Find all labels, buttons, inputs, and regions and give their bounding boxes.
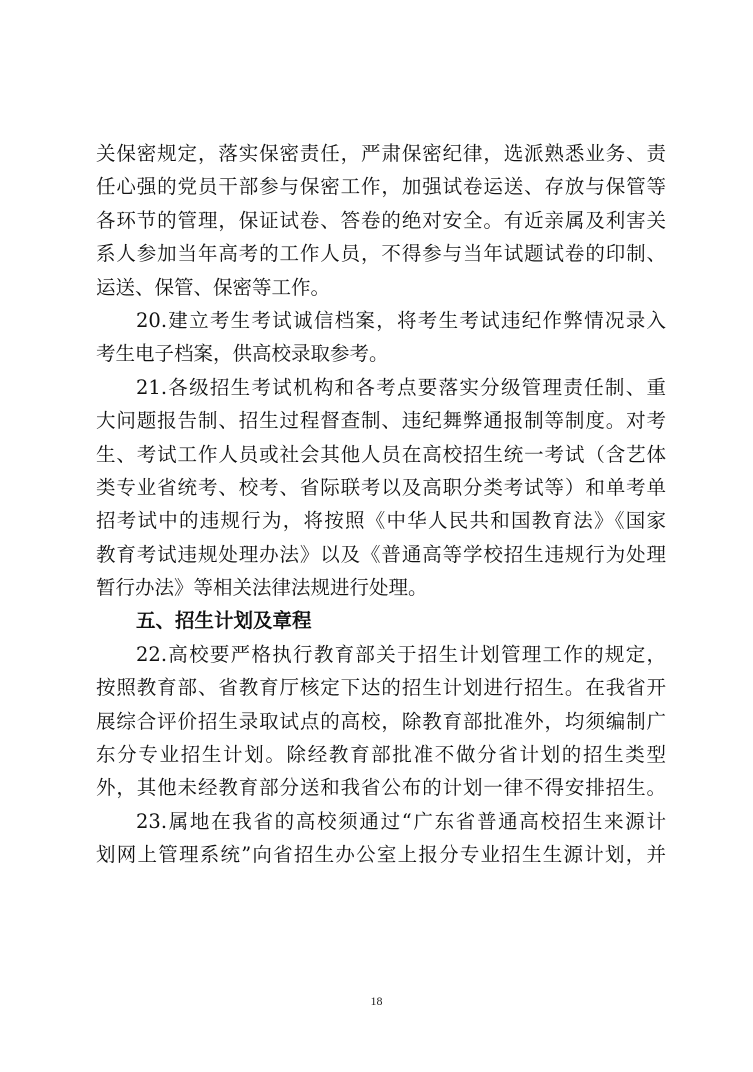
- text-line: 大问题报告制、招生过程督查制、违纪舞弊通报制等制度。对考: [96, 409, 666, 433]
- text-line: 按照教育部、省教育厅核定下达的招生计划进行招生。在我省开: [96, 676, 666, 700]
- text-line: 20.建立考生考试诚信档案，将考生考试违纪作弊情况录入: [136, 308, 666, 332]
- text-line: 系人参加当年高考的工作人员，不得参与当年试题试卷的印制、: [96, 242, 666, 266]
- text-line: 东分专业招生计划。除经教育部批准不做分省计划的招生类型: [96, 743, 666, 767]
- text-line: 招考试中的违规行为，将按照《中华人民共和国教育法》《国家: [96, 509, 666, 533]
- text-line: 教育考试违规处理办法》以及《普通高等学校招生违规行为处理: [96, 542, 666, 566]
- text-line: 21.各级招生考试机构和各考点要落实分级管理责任制、重: [136, 375, 666, 399]
- text-line: 暂行办法》等相关法律法规进行处理。: [96, 576, 428, 600]
- text-line: 生、考试工作人员或社会其他人员在高校招生统一考试（含艺体: [96, 442, 666, 466]
- document-body: [96, 137, 666, 872]
- text-line: 关保密规定，落实保密责任，严肃保密纪律，选派熟悉业务、责: [96, 142, 666, 165]
- text-line: 22.高校要严格执行教育部关于招生计划管理工作的规定，: [136, 642, 666, 666]
- text-line: 运送、保管、保密等工作。: [96, 275, 331, 299]
- text-line: 23.属地在我省的高校须通过“广东省普通高校招生来源计: [136, 809, 666, 833]
- text-line: 外，其他未经教育部分送和我省公布的计划一律不得安排招生。: [96, 776, 666, 800]
- text-line: 考生电子档案，供高校录取参考。: [96, 342, 389, 366]
- text-line: 各环节的管理，保证试卷、答卷的绝对安全。有近亲属及利害关: [96, 208, 666, 232]
- text-line: 任心强的党员干部参与保密工作，加强试卷运送、存放与保管等: [96, 175, 666, 199]
- section-heading: 五、招生计划及章程: [136, 609, 312, 633]
- page-number: 18: [370, 994, 383, 1008]
- text-line: 展综合评价招生录取试点的高校，除教育部批准外，均须编制广: [96, 709, 666, 733]
- text-line: 划网上管理系统”向省招生办公室上报分专业招生生源计划，并: [96, 843, 666, 867]
- text-line: 类专业省统考、校考、省际联考以及高职分类考试等）和单考单: [96, 475, 666, 499]
